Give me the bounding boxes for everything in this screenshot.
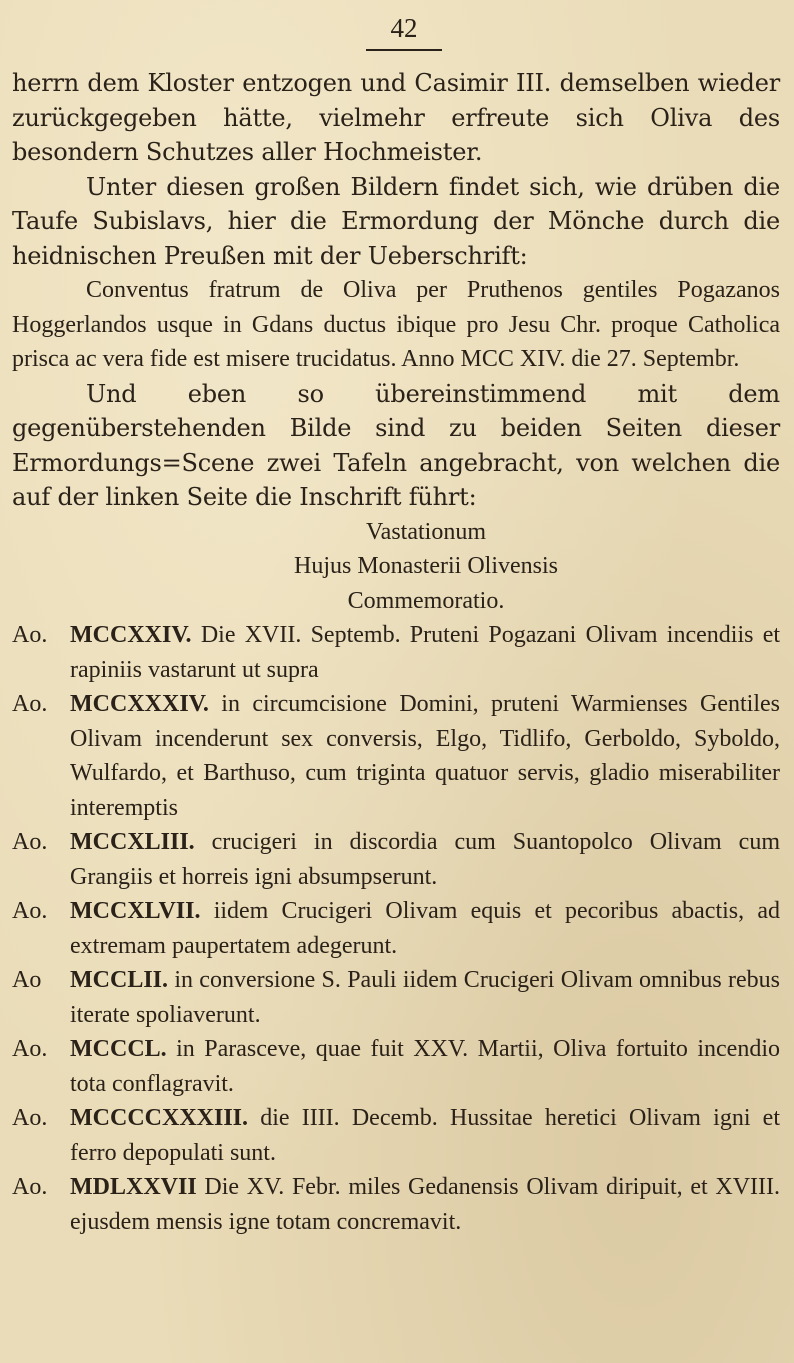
- entry-prefix: Ao.: [12, 898, 48, 924]
- entry-year: MCCCL.: [70, 1036, 167, 1062]
- entry-prefix: Ao: [12, 967, 42, 993]
- list-item: [12, 894, 780, 963]
- vastation-list: [12, 618, 780, 1239]
- entry-text: die IIII. Decemb. Hussitae heretici Olivam igni et ferro depopulati sunt.: [70, 1105, 780, 1166]
- entry-text: in conversione S. Pauli iidem Crucigeri Olivam omnibus rebus iterate spoliaverunt.: [70, 967, 781, 1028]
- entry-prefix: Ao.: [12, 1036, 48, 1062]
- entry-prefix: Ao.: [12, 829, 48, 855]
- page-number: 42: [390, 13, 418, 43]
- entry-prefix: Ao.: [12, 691, 48, 717]
- entry-text: crucigeri in discordia cum Suantopolco Olivam cum Grangiis et horreis igni absumpserunt.: [70, 829, 780, 890]
- list-item: [12, 825, 780, 894]
- heading-line-2: Hujus Monasterii Olivensis: [294, 553, 558, 579]
- paragraph-tablets: Und eben so übereinstimmend mit dem gegenüberstehenden Bilde sind zu beiden Seiten dieser Ermordungs=Scene zwei Tafeln angebracht, von welchen die auf der linken Seite die Inschrift führt:: [12, 379, 780, 511]
- entry-year: MCCLII.: [70, 967, 169, 993]
- entry-text: iidem Crucigeri Olivam equis et pecoribus abactis, ad extremam paupertatem adegerunt.: [70, 898, 780, 959]
- entry-prefix: Ao.: [12, 622, 48, 648]
- entry-year: MCCXXIV.: [70, 622, 192, 648]
- list-item: [12, 1170, 780, 1239]
- latin-inscription: Conventus fratrum de Oliva per Pruthenos gentiles Pogazanos Hoggerlandos usque in Gdans ductus ibique pro Jesu Chr. proque Catholica prisca ac vera fide est misere trucidatus. Anno MCC XIV. die 27. Septembr.: [12, 277, 780, 372]
- tablet-heading: [12, 515, 780, 619]
- list-item: [12, 618, 780, 687]
- entry-text: in circumcisione Domini, pruteni Warmienses Gentiles Olivam incenderunt sex conversis, Elgo, Tidlifo, Gerboldo, Syboldo, Wulfardo, et Barthuso, cum triginta quatuor servis, gladio miserabiliter interemptis: [70, 691, 781, 821]
- page-number-rule: [366, 49, 442, 51]
- paragraph-pictures: Unter diesen großen Bildern findet sich, wie drüben die Taufe Subislavs, hier die Ermordung der Mönche durch die heidnischen Preußen mit der Ueberschrift:: [12, 172, 780, 270]
- entry-prefix: Ao.: [12, 1105, 48, 1131]
- entry-text: Die XVII. Septemb. Pruteni Pogazani Olivam incendiis et rapiniis vastarunt ut supra: [70, 622, 781, 683]
- heading-line-3: Commemoratio.: [347, 587, 505, 614]
- entry-year: MCCXXXIV.: [70, 691, 209, 717]
- entry-year: MCCXLIII.: [70, 829, 195, 855]
- paragraph-continuation: herrn dem Kloster entzogen und Casimir III. demselben wieder zurückgegeben hätte, vielmehr erfreute sich Oliva des besondern Schutzes aller Hochmeister.: [12, 69, 780, 166]
- list-item: [12, 1101, 780, 1170]
- entry-year: MCCXLVII.: [70, 898, 201, 924]
- entry-year: MDLXXVII: [70, 1174, 197, 1200]
- list-item: [12, 687, 780, 825]
- heading-line-1: Vastationum: [366, 518, 486, 545]
- entry-prefix: Ao.: [12, 1174, 48, 1200]
- entry-text: in Parasceve, quae fuit XXV. Martii, Oliva fortuito incendio tota conflagravit.: [70, 1036, 781, 1097]
- page-body: [12, 66, 780, 1239]
- entry-year: MCCCCXXXIII.: [70, 1105, 248, 1131]
- list-item: [12, 963, 780, 1032]
- list-item: [12, 1032, 780, 1101]
- entry-text: Die XV. Febr. miles Gedanensis Olivam diripuit, et XVIII. ejusdem mensis igne totam concremavit.: [70, 1174, 780, 1235]
